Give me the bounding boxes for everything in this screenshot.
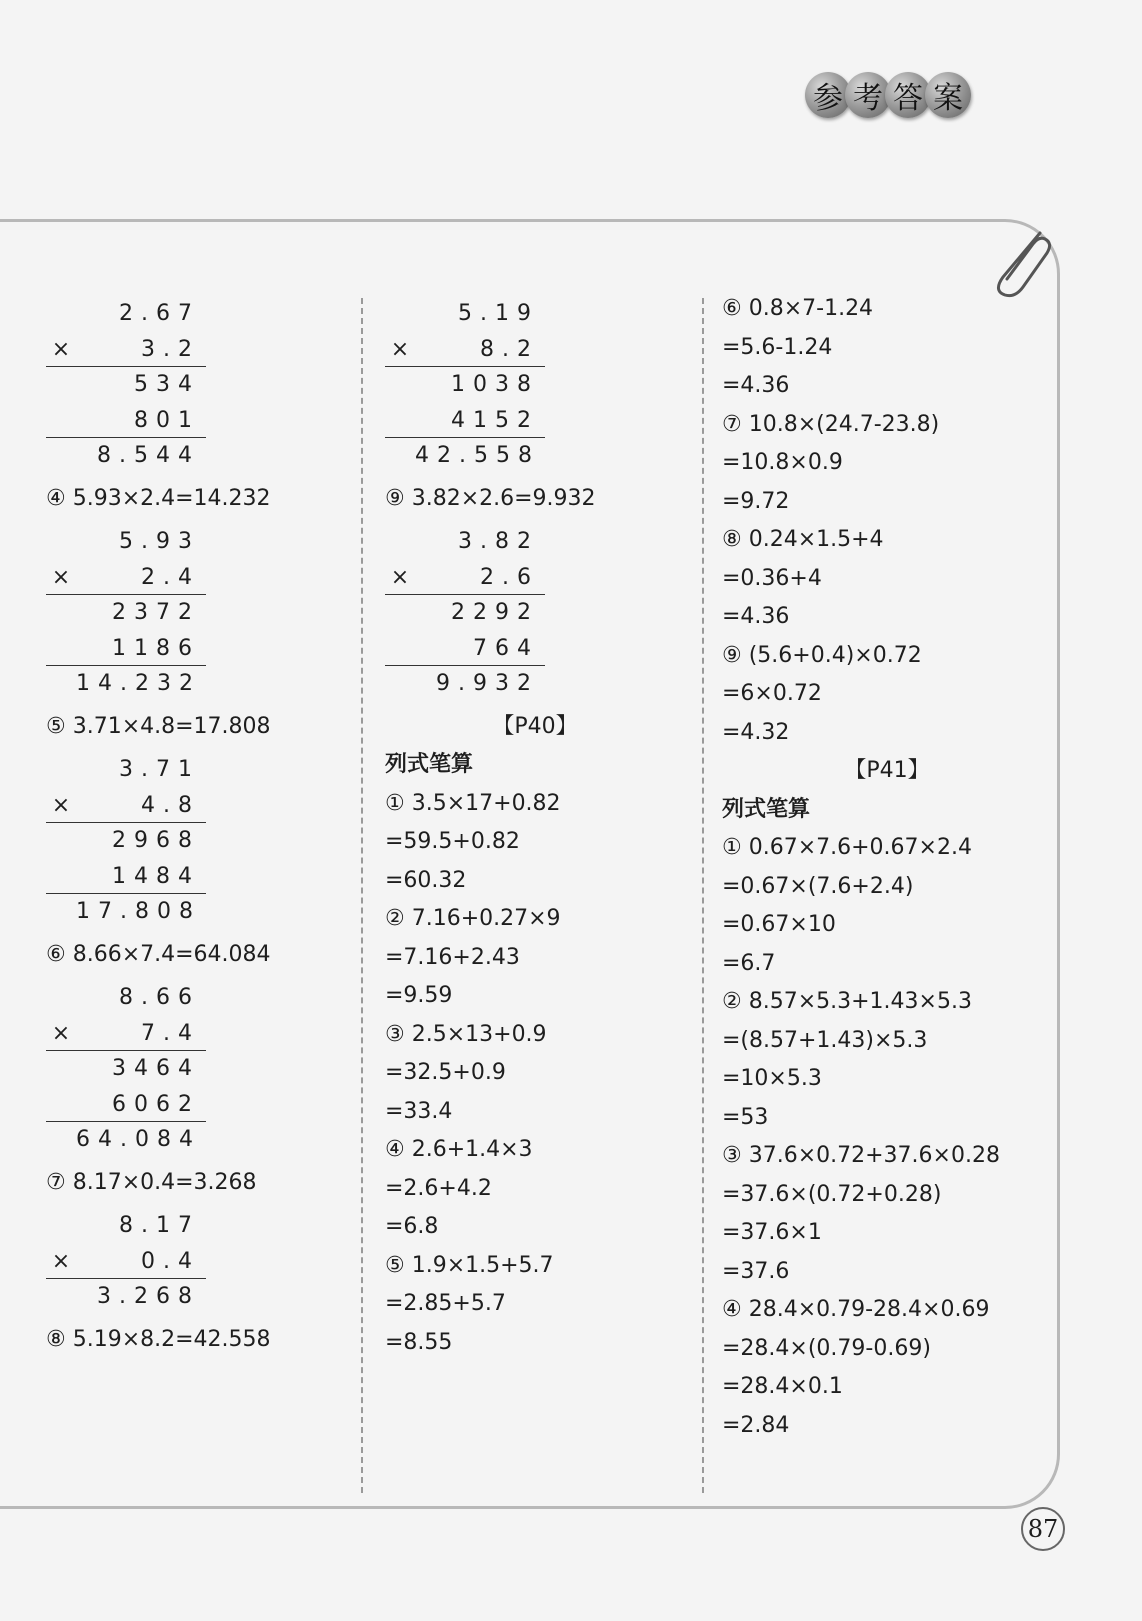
answer-column-2	[385, 290, 685, 1362]
answer-line: =6.8	[385, 1214, 439, 1239]
answer-line: =37.6×1	[722, 1220, 822, 1245]
answer-line: =10×5.3	[722, 1066, 822, 1091]
calc-number: 14.232	[76, 671, 201, 697]
answer-line: =7.16+2.43	[385, 944, 520, 970]
calc-number: 764	[473, 635, 539, 661]
answer-line: =4.36	[722, 373, 790, 398]
answer-line: =4.32	[722, 719, 790, 745]
answer-line: ⑥ 0.8×7-1.24	[722, 296, 874, 321]
calc-number: 4152	[451, 407, 539, 433]
answer-line: =2.85+5.7	[385, 1291, 506, 1316]
calc-number: 3.268	[97, 1284, 200, 1310]
answer-line: ② 8.57×5.3+1.43×5.3	[722, 989, 972, 1014]
answer-line: ⑤ 1.9×1.5+5.7	[385, 1252, 554, 1278]
vertical-multiplication	[46, 296, 346, 474]
answer-line: =10.8×0.9	[722, 450, 843, 475]
calc-row	[385, 403, 685, 439]
answer-line: =33.4	[385, 1098, 453, 1124]
calc-row	[385, 367, 685, 403]
calc-number: 1484	[112, 863, 200, 889]
answer-line: =(8.57+1.43)×5.3	[722, 1027, 928, 1053]
calc-number: 2.4	[141, 564, 200, 590]
answer-line: ⑧ 5.19×8.2=42.558	[46, 1326, 271, 1352]
calc-number: 17.808	[76, 899, 201, 925]
answer-line: =37.6×(0.72+0.28)	[722, 1181, 942, 1207]
calc-number: 5.93	[119, 529, 200, 555]
calc-row	[46, 524, 346, 560]
answer-line: ② 7.16+0.27×9	[385, 906, 561, 931]
answer-line: =8.55	[385, 1329, 453, 1355]
section-heading: 列式笔算	[385, 752, 474, 777]
answer-line: ⑨ 3.82×2.6=9.932	[385, 485, 596, 511]
calc-number: 2372	[112, 600, 200, 626]
calc-row	[46, 595, 346, 631]
answer-line: =0.36+4	[722, 565, 822, 591]
calc-row	[46, 296, 346, 332]
answer-line: =9.72	[722, 488, 790, 514]
vertical-multiplication	[46, 524, 346, 702]
calc-row	[385, 438, 685, 474]
answer-line: =53	[722, 1104, 769, 1130]
calc-number: 2.6	[480, 564, 539, 590]
answer-line: =2.84	[722, 1412, 790, 1438]
page-number: 87	[1021, 1507, 1065, 1551]
operator: ×	[390, 564, 410, 590]
answer-line: ③ 37.6×0.72+37.6×0.28	[722, 1143, 1000, 1168]
vertical-multiplication	[46, 752, 346, 930]
answer-line: =32.5+0.9	[385, 1060, 506, 1085]
header-title-char: 考	[845, 72, 891, 118]
calc-row	[46, 332, 346, 368]
answer-line: ① 3.5×17+0.82	[385, 790, 561, 816]
calc-number: 8.66	[119, 985, 200, 1011]
calc-number: 1038	[451, 372, 539, 398]
calc-row	[46, 980, 346, 1016]
calc-row	[46, 631, 346, 667]
calc-row	[385, 296, 685, 332]
header-badge	[805, 72, 965, 118]
calc-number: 7.4	[141, 1020, 200, 1046]
section-heading: 列式笔算	[722, 796, 811, 822]
calc-number: 64.084	[76, 1127, 201, 1153]
calc-row	[46, 367, 346, 403]
answer-line: =5.6-1.24	[722, 334, 833, 360]
calc-row	[385, 524, 685, 560]
calc-row	[385, 560, 685, 596]
operator: ×	[51, 1248, 71, 1274]
calc-number: 1186	[112, 635, 200, 661]
operator: ×	[51, 792, 71, 818]
calc-row	[385, 666, 685, 702]
calc-number: 3.2	[141, 336, 200, 362]
calc-number: 3.82	[458, 529, 539, 555]
calc-number: 4.8	[141, 792, 200, 818]
calc-row	[385, 332, 685, 368]
calc-row	[46, 752, 346, 788]
calc-row	[46, 560, 346, 596]
calc-number: 6062	[112, 1091, 200, 1117]
answer-line: ⑦ 10.8×(24.7-23.8)	[722, 411, 940, 437]
answer-line: ⑨ (5.6+0.4)×0.72	[722, 642, 922, 668]
answer-line: =2.6+4.2	[385, 1175, 492, 1201]
calc-number: 2.67	[119, 301, 200, 327]
answer-line: ① 0.67×7.6+0.67×2.4	[722, 835, 972, 860]
answer-line: =9.59	[385, 983, 453, 1008]
vertical-multiplication	[385, 296, 685, 474]
calc-row	[385, 631, 685, 667]
operator: ×	[51, 1020, 71, 1046]
calc-number: 9.932	[436, 671, 539, 697]
calc-number: 5.19	[458, 301, 539, 327]
answer-line: =6.7	[722, 950, 776, 976]
answer-line: =28.4×(0.79-0.69)	[722, 1335, 931, 1361]
answer-line: =6×0.72	[722, 681, 822, 706]
answer-line: ⑤ 3.71×4.8=17.808	[46, 713, 271, 739]
calc-row	[46, 1051, 346, 1087]
calc-row	[46, 438, 346, 474]
calc-number: 3464	[112, 1056, 200, 1082]
answer-line: ④ 5.93×2.4=14.232	[46, 485, 271, 511]
vertical-multiplication	[46, 1208, 346, 1315]
answer-line: =37.6	[722, 1258, 790, 1284]
answer-line: ⑥ 8.66×7.4=64.084	[46, 941, 271, 967]
calc-number: 534	[134, 372, 200, 398]
answer-line: =4.36	[722, 604, 790, 629]
calc-number: 0.4	[141, 1248, 200, 1274]
calc-number: 42.558	[415, 443, 540, 469]
calc-number: 8.2	[480, 336, 539, 362]
operator: ×	[390, 336, 410, 362]
answer-line: ③ 2.5×13+0.9	[385, 1021, 547, 1047]
calc-number: 8.544	[97, 443, 200, 469]
column-divider-1	[361, 298, 363, 1493]
calc-row	[46, 1279, 346, 1315]
calc-row	[385, 595, 685, 631]
calc-row	[46, 823, 346, 859]
column-divider-2	[702, 298, 704, 1493]
answer-column-1	[46, 290, 346, 1359]
calc-row	[46, 1208, 346, 1244]
calc-number: 801	[134, 407, 200, 433]
vertical-multiplication	[385, 524, 685, 702]
page-reference: 【P40】	[492, 713, 578, 739]
page-reference: 【P41】	[844, 758, 930, 783]
header-title-char: 参	[805, 72, 851, 118]
calc-row	[46, 1016, 346, 1052]
answer-line: =0.67×(7.6+2.4)	[722, 873, 914, 899]
answer-line: =59.5+0.82	[385, 829, 520, 854]
answer-line: ④ 2.6+1.4×3	[385, 1137, 533, 1162]
answer-line: =28.4×0.1	[722, 1374, 843, 1399]
calc-number: 8.17	[119, 1213, 200, 1239]
operator: ×	[51, 336, 71, 362]
calc-number: 2968	[112, 828, 200, 854]
header-title-char: 案	[925, 72, 971, 118]
calc-row	[46, 403, 346, 439]
calc-row	[46, 1122, 346, 1158]
answer-line: =0.67×10	[722, 912, 836, 937]
calc-number: 3.71	[119, 757, 200, 783]
header-title-char: 答	[885, 72, 931, 118]
calc-row	[46, 894, 346, 930]
vertical-multiplication	[46, 980, 346, 1158]
answer-line: ⑦ 8.17×0.4=3.268	[46, 1169, 257, 1195]
calc-row	[46, 788, 346, 824]
calc-number: 2292	[451, 600, 539, 626]
calc-row	[46, 666, 346, 702]
answer-line: ⑧ 0.24×1.5+4	[722, 527, 884, 552]
calc-row	[46, 859, 346, 895]
answer-line: =60.32	[385, 867, 467, 893]
calc-row	[46, 1087, 346, 1123]
answer-line: ④ 28.4×0.79-28.4×0.69	[722, 1297, 990, 1322]
calc-row	[46, 1244, 346, 1280]
answer-column-3	[722, 290, 1052, 1445]
operator: ×	[51, 564, 71, 590]
